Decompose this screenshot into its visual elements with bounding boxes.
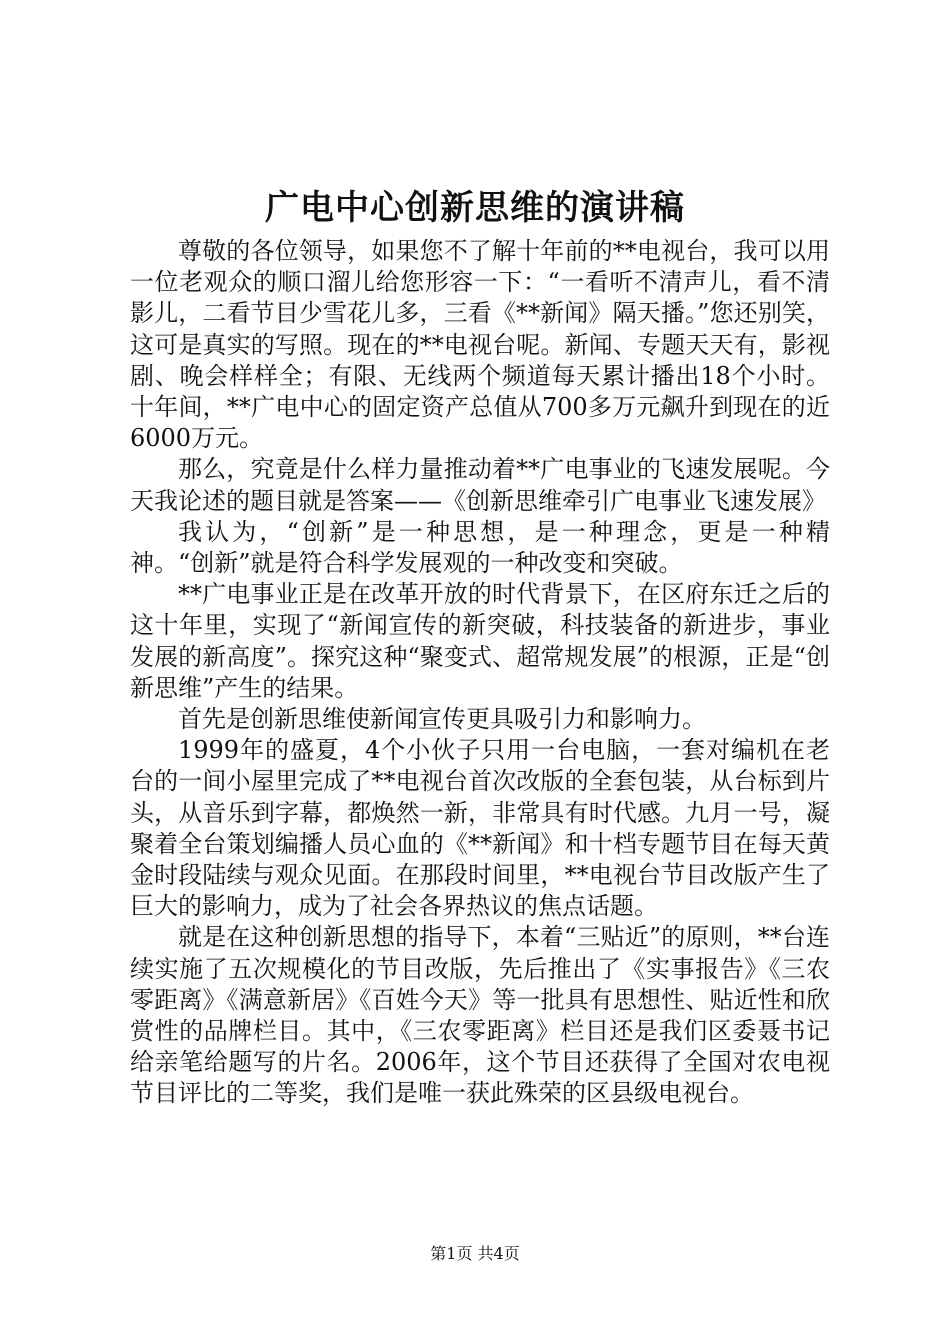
document-title: 广电中心创新思维的演讲稿 <box>265 188 685 228</box>
paragraph: 尊敬的各位领导，如果您不了解十年前的**电视台，我可以用一位老观众的顺口溜儿给您形容一下：“一看听不清声儿，看不清影儿，二看节目少雪花儿多，三看《**新闻》隔天播。”您还别笑，这可是真实的写照。现在的**电视台呢。新闻、专题天天有，影视剧、晚会样样全；有限、无线两个频道每天累计播出18个小时。十年间，**广电中心的固定资产总值从700多万元飙升到现在的近6000万元。 <box>130 237 830 453</box>
document-body <box>130 236 830 1110</box>
paragraph: 首先是创新思维使新闻宣传更具吸引力和影响力。 <box>178 705 706 734</box>
paragraph: 就是在这种创新思想的指导下，本着“三贴近”的原则，**台连续实施了五次规模化的节目改版，先后推出了《实事报告》《三农零距离》《满意新居》《百姓今天》等一批具有思想性、贴近性和欣赏性的品牌栏目。其中，《三农零距离》栏目还是我们区委聂书记给亲笔给题写的片名。2006年，这个节目还获得了全国对农电视节目评比的二等奖，我们是唯一获此殊荣的区县级电视台。 <box>130 923 830 1108</box>
paragraph: 1999年的盛夏，4个小伙子只用一台电脑，一套对编机在老台的一间小屋里完成了**电视台首次改版的全套包装，从台标到片头，从音乐到字幕，都焕然一新，非常具有时代感。九月一号，凝聚着全台策划编播人员心血的《**新闻》和十档专题节目在每天黄金时段陆续与观众见面。在那段时间里，**电视台节目改版产生了巨大的影响力，成为了社会各界热议的焦点话题。 <box>130 736 830 921</box>
paragraph: 我认为，“创新”是一种思想，是一种理念，更是一种精神。“创新”就是符合科学发展观的一种改变和突破。 <box>130 517 830 578</box>
page-number-footer: 第1页 共4页 <box>430 1244 520 1263</box>
paragraph: **广电事业正是在改革开放的时代背景下，在区府东迁之后的这十年里，实现了“新闻宣传的新突破，科技装备的新进步，事业发展的新高度”。探究这种“聚变式、超常规发展”的根源，正是“创新思维”产生的结果。 <box>130 580 830 702</box>
paragraph: 那么，究竟是什么样力量推动着**广电事业的飞速发展呢。今天我论述的题目就是答案——《创新思维牵引广电事业飞速发展》 <box>130 455 830 515</box>
